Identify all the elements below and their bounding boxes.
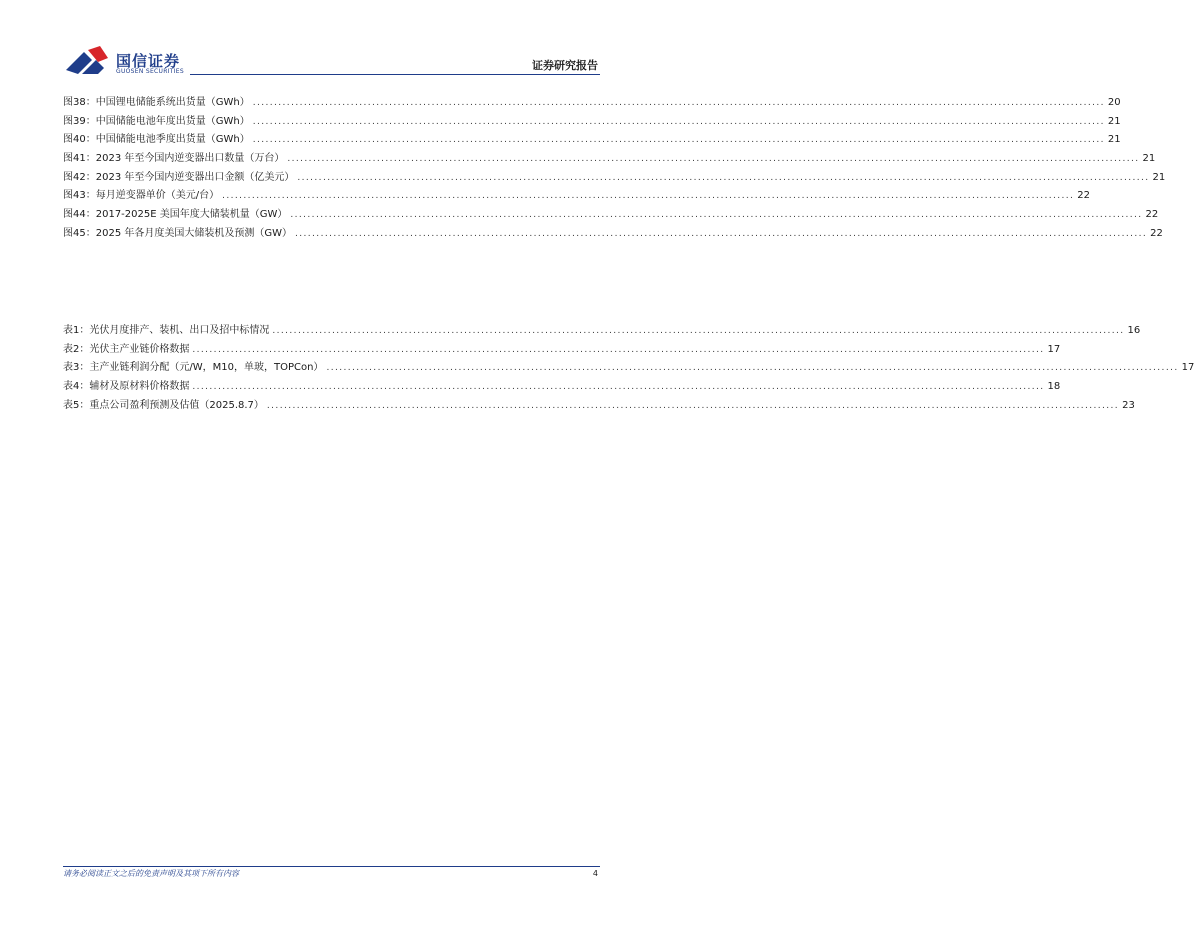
figure-index-entry[interactable] [63,94,1121,113]
footer-divider [63,866,600,867]
toc-entry-label: 图42： [63,171,96,183]
table-index-entry[interactable] [63,322,1141,341]
table-index-entry[interactable] [63,378,1061,397]
toc-entry-title: 中国储能电池季度出货量（GWh） [95,134,250,146]
figure-index-entry[interactable] [63,225,1163,244]
toc-entry-label: 图44： [63,209,96,221]
table-index-entry[interactable] [63,341,1061,360]
toc-dot-leader: ........................................................................................................................................................................................................ [295,228,1148,239]
toc-entry-title: 2023 年至今国内逆变器出口金额（亿美元） [95,171,295,183]
toc-entry-label: 表3： [63,362,90,374]
table-index-entry[interactable] [63,397,1135,416]
toc-dot-leader: ........................................................................................................................................................................................................ [192,344,1045,355]
toc-entry-page: 22 [1150,227,1163,239]
toc-entry-page: 21 [1107,115,1121,127]
toc-entry-page: 23 [1122,399,1135,411]
toc-entry-title: 主产业链利润分配（元/W，M10，单玻，TOPCon） [89,362,324,374]
page-header [0,0,662,80]
toc-entry-label: 图40： [63,134,96,146]
header-divider [190,74,600,75]
toc-entry-label: 图41： [63,153,96,165]
toc-dot-leader: ........................................................................................................................................................................................................ [326,363,1179,374]
toc-entry-title: 中国锂电储能系统出货量（GWh） [95,97,250,108]
toc-entry-page: 22 [1077,190,1091,202]
toc-dot-leader: ........................................................................................................................................................................................................ [222,191,1075,202]
toc-entry-title: 2025 年各月度美国大储装机及预测（GW） [95,227,292,239]
toc-entry-page: 16 [1127,325,1141,336]
toc-entry-page: 22 [1145,209,1159,221]
toc-entry-label: 表2： [63,343,90,355]
toc-dot-leader: ........................................................................................................................................................................................................ [252,98,1105,108]
toc-entry-label: 图38： [63,97,96,108]
toc-entry-page: 18 [1047,381,1061,393]
toc-dot-leader: ........................................................................................................................................................................................................ [287,154,1140,165]
report-type-label: 证券研究报告 [532,59,598,72]
toc-entry-title: 辅材及原材料价格数据 [89,381,190,393]
toc-entry-label: 表5： [63,399,90,411]
toc-entry-page: 21 [1142,153,1156,165]
figure-index-entry[interactable] [63,187,1091,206]
toc-dot-leader: ........................................................................................................................................................................................................ [266,400,1120,411]
table-index-entry[interactable] [63,359,1194,378]
toc-entry-label: 图39： [63,115,96,127]
toc-entry-page: 17 [1047,343,1061,355]
toc-entry-page: 21 [1152,171,1166,183]
figure-index-entry[interactable] [63,131,1121,150]
toc-dot-leader: ........................................................................................................................................................................................................ [252,135,1105,146]
figure-index-entry[interactable] [63,150,1156,169]
toc-dot-leader: ........................................................................................................................................................................................................ [252,116,1105,127]
toc-entry-title: 重点公司盈利预测及估值（2025.8.7） [89,399,264,411]
toc-entry-title: 2017-2025E 美国年度大储装机量（GW） [95,209,288,221]
table-index-list [63,322,1194,415]
toc-entry-title: 每月逆变器单价（美元/台） [95,190,220,202]
toc-dot-leader: ........................................................................................................................................................................................................ [297,172,1150,183]
toc-entry-page: 20 [1107,97,1121,108]
toc-dot-leader: ........................................................................................................................................................................................................ [290,210,1143,221]
figure-index-entry[interactable] [63,206,1159,225]
figure-index-entry[interactable] [63,169,1166,188]
page-number: 4 [592,869,598,878]
toc-entry-page: 21 [1107,134,1121,146]
toc-entry-title: 中国储能电池年度出货量（GWh） [95,115,250,127]
toc-entry-page: 17 [1181,362,1194,374]
toc-entry-label: 表1： [63,325,90,336]
logo-name-cn: 国信证券 [116,52,181,70]
toc-entry-title: 2023 年至今国内逆变器出口数量（万台） [95,153,285,165]
guosen-logo-icon [64,44,110,78]
toc-entry-label: 图45： [63,227,96,239]
toc-entry-label: 图43： [63,190,96,202]
figure-index-list [63,94,1166,244]
figure-index-entry[interactable] [63,113,1121,132]
footer-disclaimer: 请务必阅读正文之后的免责声明及其项下所有内容 [63,869,239,878]
logo-name-en: GUOSEN SECURITIES [116,68,185,75]
toc-entry-title: 光伏月度排产、装机、出口及招中标情况 [89,325,270,336]
toc-entry-label: 表4： [63,381,90,393]
toc-dot-leader: ........................................................................................................................................................................................................ [192,382,1045,393]
toc-entry-title: 光伏主产业链价格数据 [89,343,190,355]
toc-dot-leader: ........................................................................................................................................................................................................ [272,326,1125,336]
